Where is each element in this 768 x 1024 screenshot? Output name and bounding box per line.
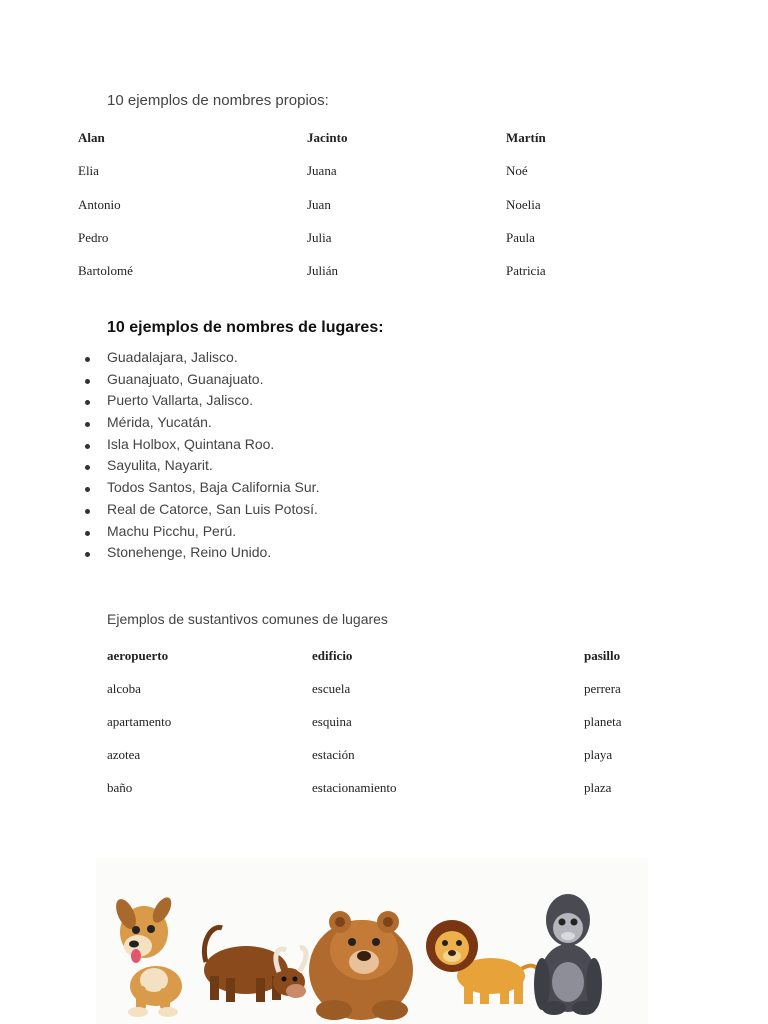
list-item-text: Guadalajara, Jalisco.	[107, 349, 238, 365]
list-item-text: Mérida, Yucatán.	[107, 414, 212, 431]
table-cell: plaza	[584, 780, 612, 795]
table-row	[107, 747, 667, 767]
table-cell: esquina	[312, 714, 352, 729]
table-cell: baño	[107, 780, 133, 795]
bullet-icon	[85, 444, 90, 449]
table-row	[78, 263, 678, 283]
table-row	[78, 197, 678, 217]
bullet-icon	[85, 422, 90, 427]
table-row	[107, 648, 667, 668]
places-list	[85, 349, 319, 566]
bullet-icon	[85, 552, 90, 557]
table-cell: Noelia	[506, 197, 541, 212]
table-cell: Pedro	[78, 230, 109, 245]
list-item-text: Todos Santos, Baja California Sur.	[107, 479, 320, 496]
table-cell: Martín	[506, 130, 546, 145]
list-item	[85, 392, 319, 414]
table-cell: Jacinto	[307, 130, 348, 145]
list-item	[85, 436, 319, 458]
table-cell: Paula	[506, 230, 535, 245]
table-cell: alcoba	[107, 681, 141, 696]
list-item	[85, 457, 319, 479]
table-cell: Juan	[307, 197, 331, 212]
list-item	[85, 544, 319, 566]
animals-illustration	[96, 858, 648, 1024]
list-item	[85, 501, 319, 523]
table-cell: apartamento	[107, 714, 172, 729]
table-cell: playa	[584, 747, 613, 762]
places-heading: 10 ejemplos de nombres de lugares:	[107, 319, 384, 336]
table-row	[78, 163, 678, 183]
table-row	[107, 681, 667, 701]
proper-names-table	[78, 130, 678, 290]
table-cell: perrera	[584, 681, 621, 696]
table-row	[78, 130, 678, 150]
table-cell: Bartolomé	[78, 263, 133, 278]
list-item-text: Machu Picchu, Perú.	[107, 522, 237, 539]
list-item	[85, 349, 319, 371]
table-cell: escuela	[312, 681, 351, 696]
bullet-icon	[85, 509, 90, 514]
common-nouns-heading: Ejemplos de sustantivos comunes de lugares	[107, 611, 388, 627]
proper-names-heading: 10 ejemplos de nombres propios:	[107, 92, 329, 109]
table-cell: Patricia	[506, 263, 546, 278]
list-item-text: Sayulita, Nayarit.	[107, 457, 213, 474]
table-cell: aeropuerto	[107, 648, 169, 663]
list-item	[85, 371, 319, 393]
table-cell: Juana	[307, 163, 337, 178]
bullet-icon	[85, 531, 90, 536]
table-cell: azotea	[107, 747, 141, 762]
table-cell: Julián	[307, 263, 339, 278]
list-item-text: Guanajuato, Guanajuato.	[107, 370, 264, 387]
table-cell: Antonio	[78, 197, 121, 212]
bullet-icon	[85, 487, 90, 492]
table-cell: Noé	[506, 163, 528, 178]
list-item-text: Stonehenge, Reino Unido.	[107, 544, 272, 561]
table-row	[107, 714, 667, 734]
bullet-icon	[85, 400, 90, 405]
list-item	[85, 414, 319, 436]
list-item-text: Real de Catorce, San Luis Potosí.	[107, 500, 318, 517]
table-cell: Julia	[307, 230, 332, 245]
list-item-text: Puerto Vallarta, Jalisco.	[107, 392, 254, 409]
table-cell: pasillo	[584, 648, 621, 663]
table-cell: planeta	[584, 714, 622, 729]
bullet-icon	[85, 465, 90, 470]
table-cell: Elia	[78, 163, 99, 178]
bullet-icon	[85, 379, 90, 384]
table-cell: edificio	[312, 648, 353, 663]
table-row	[107, 780, 667, 800]
list-item	[85, 479, 319, 501]
table-cell: estación	[312, 747, 355, 762]
bullet-icon	[85, 357, 90, 362]
list-item-text: Isla Holbox, Quintana Roo.	[107, 435, 275, 452]
common-nouns-table	[107, 648, 667, 808]
table-cell: Alan	[78, 130, 105, 145]
list-item	[85, 523, 319, 545]
table-cell: estacionamiento	[312, 780, 397, 795]
table-row	[78, 230, 678, 250]
